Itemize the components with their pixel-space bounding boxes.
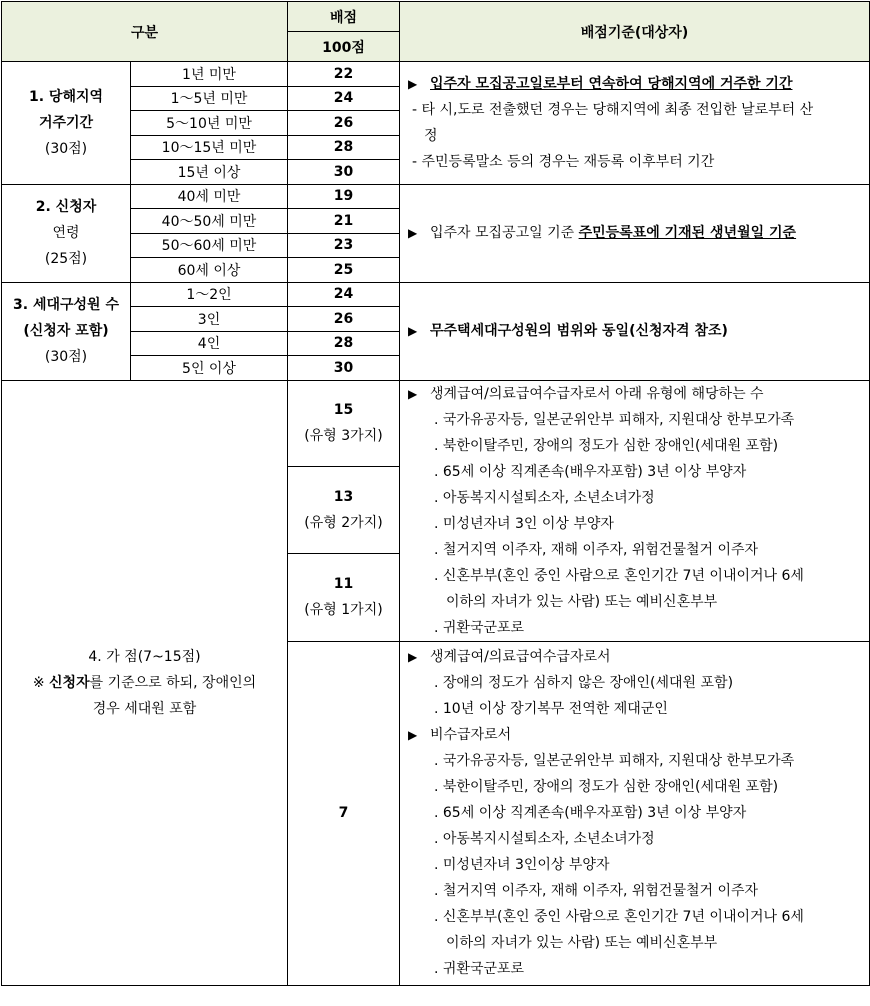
- bonus-score: 15: [333, 402, 354, 419]
- arrow-icon: ▶: [408, 650, 418, 664]
- age-label: 50～60세 미만: [131, 233, 288, 258]
- bonus-score: 11: [333, 576, 354, 593]
- age-criteria: [400, 184, 870, 282]
- residence-note1b: 정: [424, 127, 438, 144]
- residence-score: 26: [288, 111, 400, 136]
- arrow-icon: ▶: [408, 728, 418, 742]
- bonus-score-cell: [288, 553, 400, 641]
- bonus-group2: [400, 641, 870, 985]
- bonus-group1-head: 생계급여/의료급여수급자로서 아래 유형에 해당하는 수: [430, 385, 764, 402]
- bonus-group1-item: . 신혼부부(혼인 중인 사람으로 혼인기간 7년 이내이거나 6세: [434, 567, 804, 584]
- age-title: 2. 신청자: [35, 199, 97, 215]
- bonus-group3-item: . 철거지역 이주자, 재해 이주자, 위험건물철거 이주자: [434, 883, 759, 899]
- residence-score: 28: [288, 135, 400, 160]
- header-points-total: 100점: [288, 32, 400, 62]
- bonus-group3-item: . 65세 이상 직계존속(배우자포함) 3년 이상 부양자: [434, 805, 747, 821]
- residence-title: 1. 당해지역: [28, 88, 104, 105]
- household-criteria-main: 무주택세대구성원의 범위와 동일(신청자격 참조): [430, 323, 728, 339]
- bonus-group3-cont: 이하의 자녀가 있는 사람) 또는 예비신혼부부: [446, 935, 718, 951]
- household-score: 26: [288, 307, 400, 332]
- household-score: 24: [288, 282, 400, 307]
- household-title: 3. 세대구성원 수: [13, 297, 119, 313]
- bonus-score-cell: [288, 380, 400, 467]
- bonus-title: 4. 가 점(7~15점): [88, 648, 201, 665]
- household-label: 5인 이상: [131, 356, 288, 381]
- bonus-note-rest1: 를 기준으로 하되, 장애인의: [89, 674, 257, 691]
- residence-title2: 거주기간: [38, 114, 94, 131]
- bonus-group1-cont: 이하의 자녀가 있는 사람) 또는 예비신혼부부: [446, 593, 718, 610]
- residence-label: 1～5년 미만: [131, 86, 288, 111]
- bonus-group3-item: . 국가유공자등, 일본군위안부 피해자, 지원대상 한부모가족: [434, 753, 795, 769]
- residence-score: 30: [288, 160, 400, 185]
- household-label: 1～2인: [131, 282, 288, 307]
- residence-label: 1년 미만: [131, 62, 288, 87]
- household-label: 3인: [131, 307, 288, 332]
- household-criteria: [400, 282, 870, 380]
- age-score: 25: [288, 258, 400, 283]
- residence-score: 24: [288, 86, 400, 111]
- bonus-note-rest2: 경우 세대원 포함: [92, 700, 197, 717]
- residence-weight: (30점): [44, 140, 88, 157]
- residence-score: 22: [288, 62, 400, 87]
- bonus-group1-item: . 북한이탈주민, 장애의 정도가 심한 장애인(세대원 포함): [434, 437, 779, 454]
- household-score: 28: [288, 331, 400, 356]
- bonus-category: [2, 380, 288, 985]
- bonus-group3-last: . 귀환국군포로: [434, 961, 525, 977]
- age-criteria-prefix: 입주자 모집공고일 기준: [430, 225, 579, 241]
- age-score: 21: [288, 209, 400, 234]
- household-title2: (신청자 포함): [23, 323, 109, 339]
- bonus-score-sub: (유형 1가지): [304, 602, 383, 619]
- bonus-note-bold: 신청자: [49, 674, 90, 691]
- arrow-icon: ▶: [408, 226, 418, 240]
- household-label: 4인: [131, 331, 288, 356]
- bonus-group1-item: . 아동복지시설퇴소자, 소년소녀가정: [434, 489, 655, 506]
- residence-label: 10～15년 미만: [131, 135, 288, 160]
- arrow-icon: ▶: [408, 386, 418, 401]
- bonus-group2-item: . 장애의 정도가 심하지 않은 장애인(세대원 포함): [434, 675, 734, 691]
- bonus-group3-item: . 아동복지시설퇴소자, 소년소녀가정: [434, 831, 655, 847]
- bonus-group3-head: 비수급자로서: [430, 727, 512, 743]
- bonus-group3-item: . 신혼부부(혼인 중인 사람으로 혼인기간 7년 이내이거나 6세: [434, 909, 804, 925]
- age-score: 19: [288, 184, 400, 209]
- age-weight: (25점): [44, 251, 88, 267]
- age-label: 40～50세 미만: [131, 209, 288, 234]
- household-weight: (30점): [44, 349, 88, 365]
- residence-criteria: [400, 62, 870, 185]
- bonus-note-prefix: ※: [32, 674, 50, 691]
- bonus-group1-item: . 미성년자녀 3인 이상 부양자: [434, 515, 614, 532]
- scoring-table: [1, 1, 870, 986]
- header-criteria: 배점기준(대상자): [400, 2, 870, 62]
- residence-category: [2, 62, 131, 185]
- bonus-group1-item: . 65세 이상 직계존속(배우자포함) 3년 이상 부양자: [434, 463, 747, 480]
- header-category: 구분: [2, 2, 288, 62]
- bonus-score-sub: (유형 3가지): [304, 428, 383, 445]
- bonus-group1: [400, 380, 870, 641]
- bonus-group3-item: . 북한이탈주민, 장애의 정도가 심한 장애인(세대원 포함): [434, 779, 779, 795]
- arrow-icon: ▶: [408, 324, 418, 338]
- age-title2: 연령: [52, 225, 80, 241]
- header-points: 배점: [288, 2, 400, 32]
- age-label: 40세 미만: [131, 184, 288, 209]
- residence-label: 5～10년 미만: [131, 111, 288, 136]
- age-score: 23: [288, 233, 400, 258]
- residence-note1a: - 타 시,도로 전출했던 경우는 당해지역에 최종 전입한 날로부터 산: [412, 101, 814, 118]
- age-category: [2, 184, 131, 282]
- age-label: 60세 이상: [131, 258, 288, 283]
- household-category: [2, 282, 131, 380]
- bonus-group2-item: . 10년 이상 장기복무 전역한 제대군인: [434, 701, 668, 717]
- residence-note2: - 주민등록말소 등의 경우는 재등록 이후부터 기간: [412, 153, 715, 170]
- bonus-score-low: 7: [288, 641, 400, 985]
- bonus-group3-item: . 미성년자녀 3인이상 부양자: [434, 857, 610, 873]
- bonus-group1-item: . 철거지역 이주자, 재해 이주자, 위험건물철거 이주자: [434, 541, 759, 558]
- age-criteria-emph: 주민등록표에 기재된 생년월일 기준: [578, 225, 797, 241]
- bonus-group1-last: . 귀환국군포로: [434, 619, 525, 636]
- bonus-score-cell: [288, 467, 400, 554]
- household-score: 30: [288, 356, 400, 381]
- bonus-group1-item: . 국가유공자등, 일본군위안부 피해자, 지원대상 한부모가족: [434, 411, 795, 428]
- arrow-icon: ▶: [408, 76, 418, 91]
- bonus-group2-head: 생계급여/의료급여수급자로서: [430, 649, 611, 665]
- bonus-score-sub: (유형 2가지): [304, 514, 383, 531]
- residence-criteria-main: 입주자 모집공고일로부터 연속하여 당해지역에 거주한 기간: [430, 75, 793, 92]
- residence-label: 15년 이상: [131, 160, 288, 185]
- bonus-score: 13: [333, 488, 354, 505]
